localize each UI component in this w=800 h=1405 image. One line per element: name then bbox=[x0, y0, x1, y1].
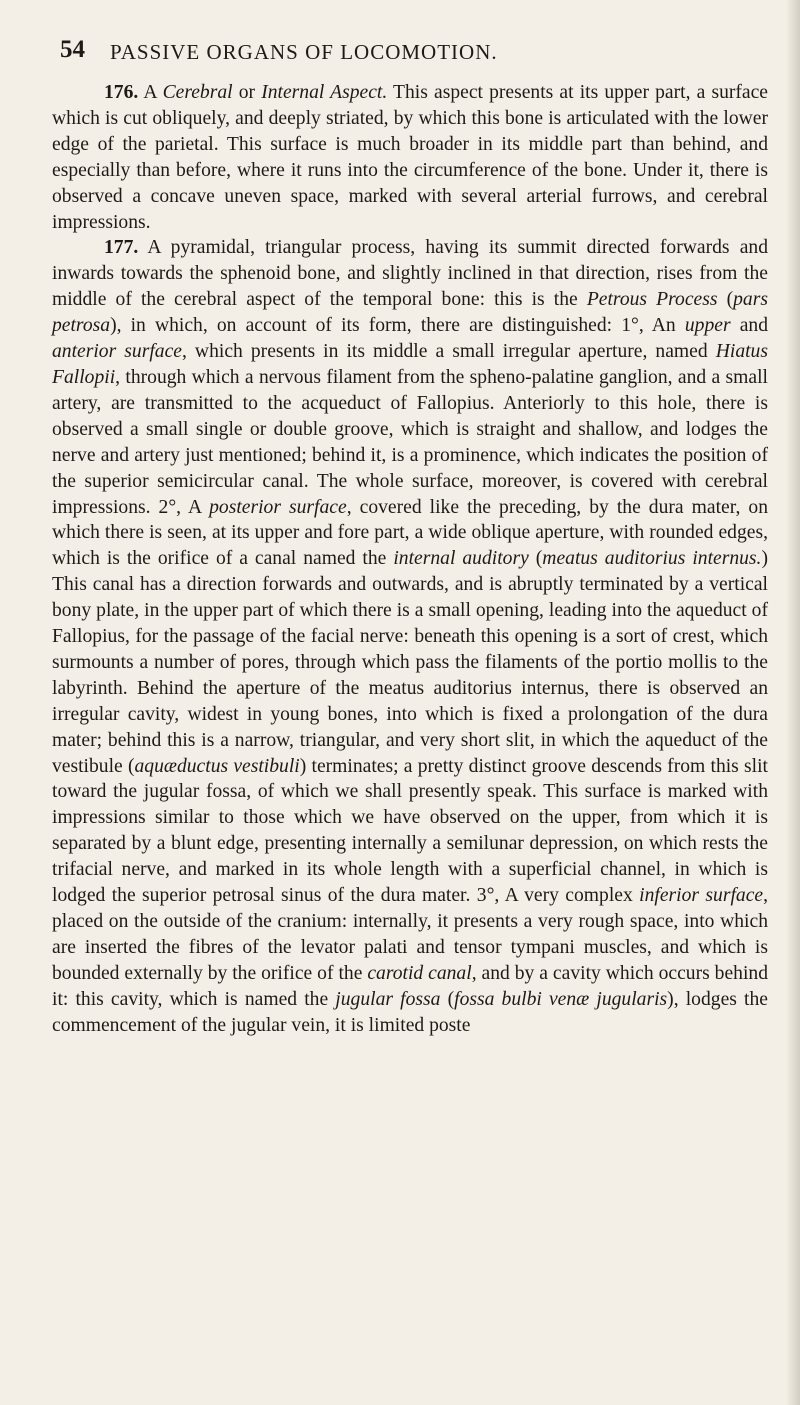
italic-term: aquæductus vestibuli bbox=[134, 755, 300, 777]
text-run: ( bbox=[440, 988, 455, 1010]
text-run: A pyramidal, triangular process, having its summit directed forwards and inwards towards the sphenoid bone, and slightly inclined in that direction, rises from the middle of the cerebral aspect of the temporal bone: this is the bbox=[52, 237, 768, 311]
italic-term: Cerebral bbox=[162, 82, 233, 103]
text-run: ), in which, on account of its form, there are distinguished: 1°, An bbox=[110, 315, 685, 337]
text-run: , which presents in its middle a small irregular aperture, named bbox=[181, 341, 716, 363]
paragraph-number: 177. bbox=[104, 237, 139, 259]
text-run: ) This canal has a direction forwards and outwards, and is abruptly terminated by a vertical bony plate, in the upper part of which there is a small opening, leading into the aqueduct of Fallopius, for the passage of the facial nerve: beneath this opening is a sort of crest, which surmounts a number of pores, through which pass the filaments of the portio mollis to the labyrinth. Behind the aperture of the meatus auditorius internus, there is observed an irregular cavity, widest in young bones, into which is fixed a prolongation of the dura mater; behind this is a narrow, triangular, and very short slit, in which the aqueduct of the vestibule ( bbox=[52, 548, 768, 777]
paragraph-176 bbox=[52, 80, 768, 235]
italic-term: pars petrosa bbox=[52, 289, 768, 337]
text-run: , placed on the outside of the cranium: internally, it presents a very rough space, into which are inserted the fibres of the levator palati and tensor tympani muscles, and which is bounded externally by the orifice of the bbox=[52, 885, 769, 984]
italic-term: inferior surface bbox=[639, 885, 764, 907]
italic-term: meatus auditorius internus. bbox=[542, 548, 762, 570]
text-run: and bbox=[730, 315, 768, 337]
text-run: , through which a nervous filament from the spheno-palatine ganglion, and a small artery, are transmitted to the acqueduct of Fallopius. Anteriorly to this hole, there is observed a small single or double groove, which is straight and shallow, and lodges the nerve and artery just mentioned; behind it, is a prominence, which indicates the position of the superior semicircular canal. The whole surface, moreover, is covered with cerebral impressions. 2°, A bbox=[52, 366, 768, 518]
italic-term: Hiatus Fallopii bbox=[52, 341, 768, 388]
italic-term: fossa bulbi venæ jugularis bbox=[454, 988, 668, 1010]
paragraph-number: 176. bbox=[104, 82, 139, 103]
paragraph-177 bbox=[52, 235, 768, 1038]
text-run: ) terminates; a pretty distinct groove descends from this slit toward the jugular fossa, of which we shall presently speak. This surface is marked with impressions similar to those which we have observed on the upper, from which it is separated by a blunt edge, presenting internally a semilunar depression, on which rests the trifacial nerve, and marked in its whole length with a superficial channel, in which is lodged the superior petrosal sinus of the dura mater. 3°, A very complex bbox=[52, 755, 769, 907]
text-run: , and by a cavity which occurs behind it: this cavity, which is named the bbox=[52, 962, 768, 1010]
page-edge-shadow bbox=[786, 0, 800, 1405]
italic-term: carotid canal bbox=[367, 962, 472, 984]
italic-term: Petrous Process bbox=[586, 289, 718, 311]
text-run: This aspect presents at its upper part, a surface which is cut obliquely, and deeply striated, by which this bone is articulated with the lower edge of the parietal. This surface is much broader in its middle part than behind, and especially than before, where it runs into the circumference of the bone. Under it, there is observed a concave uneven space, marked with several arterial furrows, and cerebral impressions. bbox=[52, 82, 769, 233]
page-number: 54 bbox=[60, 36, 85, 63]
italic-term: anterior surface bbox=[52, 341, 182, 363]
italic-term: posterior surface bbox=[209, 496, 347, 518]
text-run: ), lodges the commencement of the jugular vein, it is limited poste bbox=[52, 988, 768, 1036]
page-header bbox=[60, 36, 720, 64]
body-text bbox=[52, 80, 768, 1039]
text-run: or bbox=[232, 82, 262, 103]
italic-term: jugular fossa bbox=[335, 988, 441, 1010]
italic-term: internal auditory bbox=[393, 548, 529, 570]
text-run: ( bbox=[528, 548, 543, 570]
running-head: PASSIVE ORGANS OF LOCOMOTION. bbox=[110, 40, 498, 64]
text-run: A bbox=[138, 82, 163, 103]
text-run: ( bbox=[717, 289, 734, 311]
italic-term: Internal Aspect. bbox=[261, 82, 388, 103]
italic-term: upper bbox=[684, 315, 731, 337]
text-run: , covered like the preceding, by the dura mater, on which there is seen, at its upper and fore part, a wide oblique aperture, with rounded edges, which is the orifice of a canal named the bbox=[52, 496, 768, 570]
